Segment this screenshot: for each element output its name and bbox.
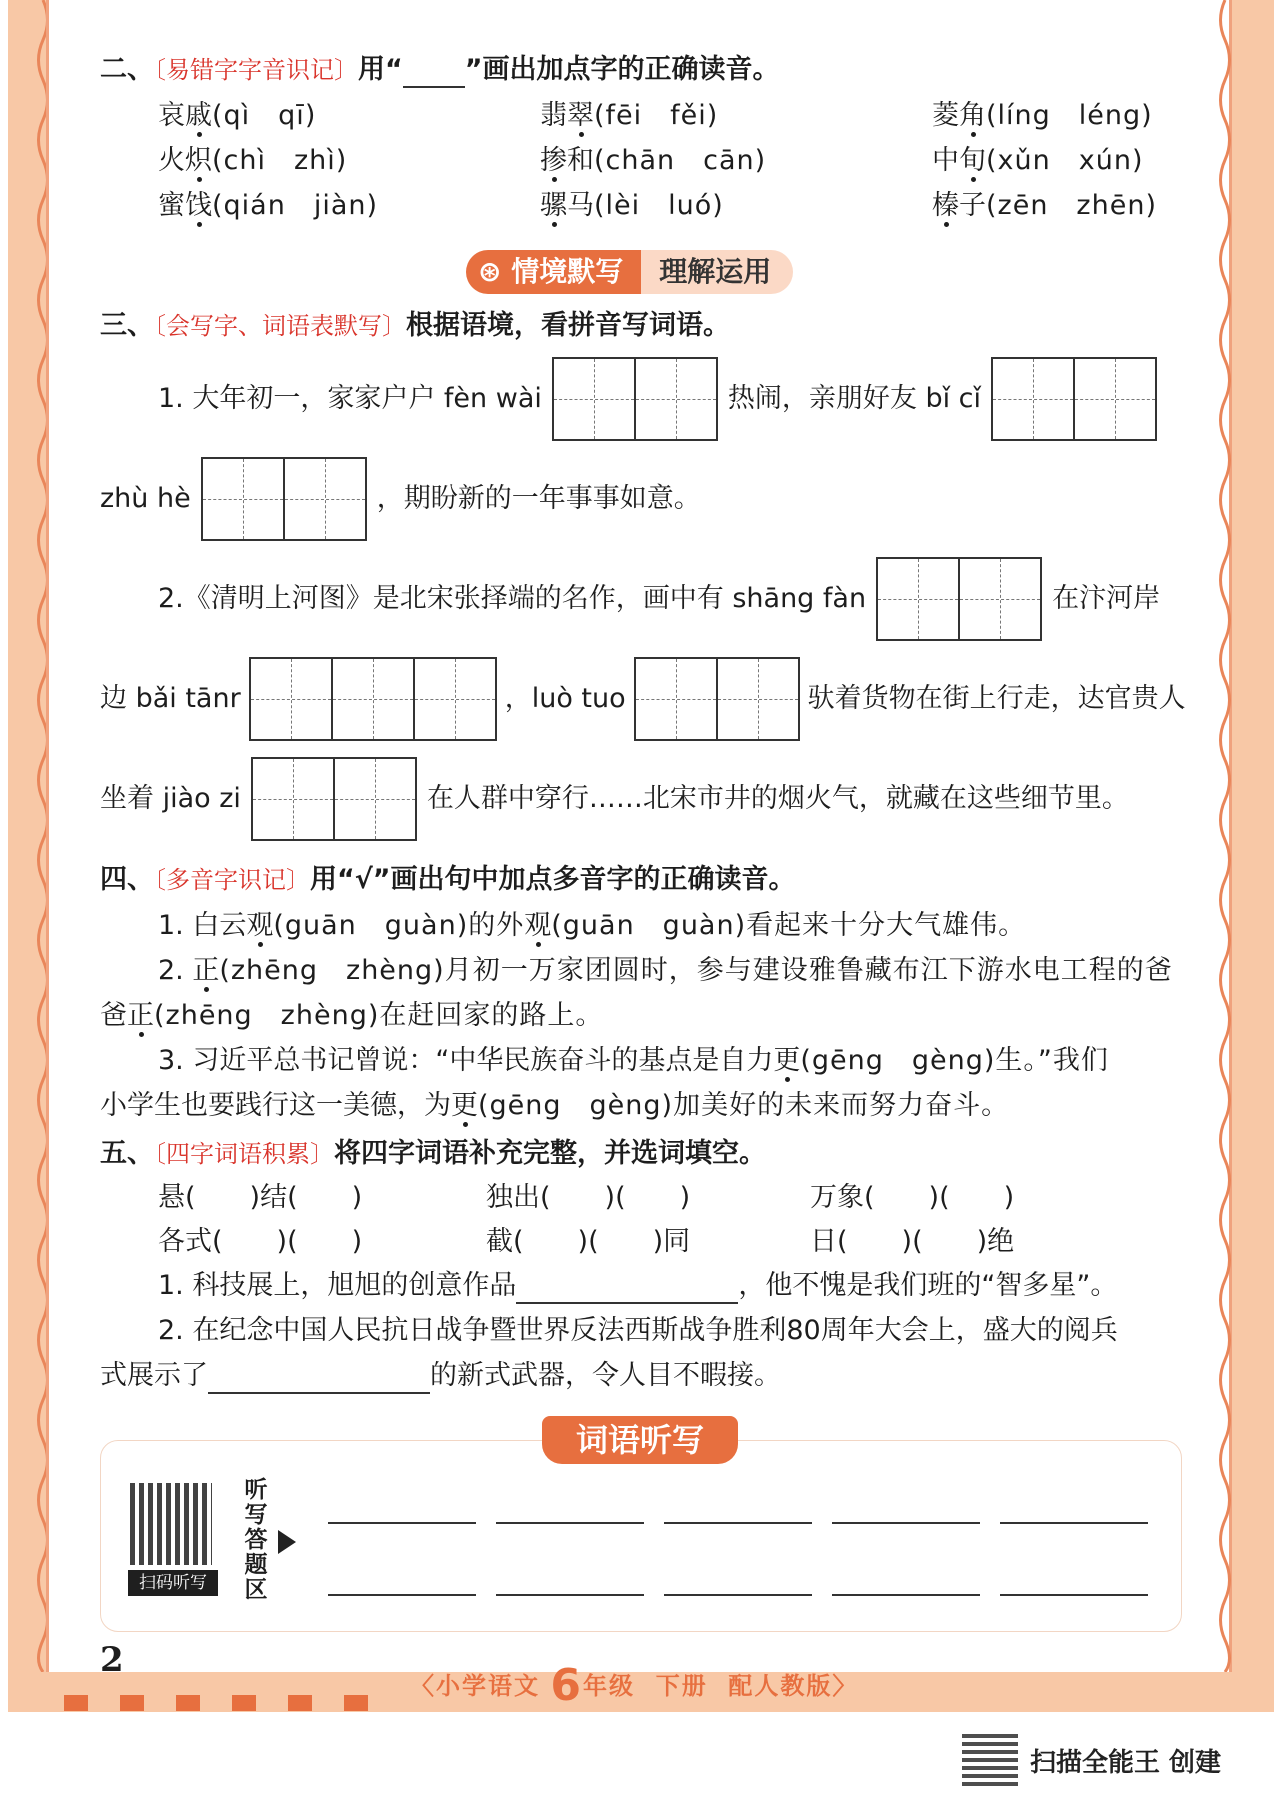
writing-grid[interactable] bbox=[634, 657, 800, 741]
section-number: 二、 bbox=[100, 54, 154, 85]
pinyin-item: 翡翠(fēi fěi) bbox=[540, 100, 719, 131]
s4-sentence: 小学生也要践行这一美德，为更(gēng gèng)加美好的未来而努力奋斗。 bbox=[100, 1090, 1010, 1121]
dictation-line[interactable] bbox=[1000, 1522, 1148, 1524]
writing-grid[interactable] bbox=[249, 657, 497, 741]
dictation-line[interactable] bbox=[832, 1594, 980, 1596]
footer-tick bbox=[176, 1695, 200, 1711]
page-number: 2 bbox=[100, 1640, 124, 1680]
section-tag: 〔易错字字音识记〕 bbox=[154, 56, 358, 84]
dictation-line[interactable] bbox=[328, 1594, 476, 1596]
section3-heading: 三、〔会写字、词语表默写〕根据语境，看拼音写词语。 bbox=[100, 310, 730, 341]
fill-question-2: 2. 在纪念中国人民抗日战争暨世界反法西斯战争胜利80周年大会上，盛大的阅兵 bbox=[158, 1315, 1118, 1346]
dictation-line[interactable] bbox=[328, 1522, 476, 1524]
section4-heading: 四、〔多音字识记〕用“√”画出句中加点多音字的正确读音。 bbox=[100, 864, 796, 895]
pinyin-item: 火炽(chì zhì) bbox=[158, 145, 348, 176]
s3-line1: 1. 大年初一，家家户户 fèn wài 热闹，亲朋好友 bǐ cǐ bbox=[158, 356, 1157, 442]
s3-line2: zhù hè ，期盼新的一年事事如意。 bbox=[100, 456, 701, 542]
idiom-item: 万象( )( ) bbox=[810, 1182, 1015, 1213]
s4-sentence: 3. 习近平总书记曾说：“中华民族奋斗的基点是自力更(gēng gèng)生。”我们 bbox=[158, 1045, 1109, 1076]
section2-heading bbox=[100, 52, 780, 88]
instruction-part: 用“ bbox=[358, 54, 403, 85]
fill-question-2-cont: 式展示了 的新式武器，令人目不暇接。 bbox=[100, 1358, 781, 1394]
scanner-watermark: 扫描全能王 创建 bbox=[1030, 1748, 1222, 1778]
dictation-line[interactable] bbox=[1000, 1594, 1148, 1596]
idiom-item: 截( )( )同 bbox=[486, 1226, 691, 1257]
pinyin-item: 中旬(xǔn xún) bbox=[932, 145, 1144, 176]
right-wavy-border bbox=[1216, 0, 1234, 1672]
s3-line4: 边 bǎi tānr ，luò tuo 驮着货物在街上行走，达官贵人 bbox=[100, 656, 1186, 742]
dictation-line[interactable] bbox=[496, 1594, 644, 1596]
idiom-item: 悬( )结( ) bbox=[158, 1182, 363, 1213]
dictation-title: 词语听写 bbox=[542, 1416, 738, 1464]
dictation-line[interactable] bbox=[496, 1522, 644, 1524]
dictation-line[interactable] bbox=[664, 1522, 812, 1524]
pinyin-item: 蜜饯(qián jiàn) bbox=[158, 190, 379, 221]
medal-icon: ⊛ bbox=[478, 255, 512, 288]
footer-tick bbox=[344, 1695, 368, 1711]
book-brand: 〈小学语文 6年级 下册 配人教版〉 bbox=[410, 1660, 859, 1711]
banner-primary: ⊛ 情境默写 bbox=[466, 250, 641, 294]
footer-tick bbox=[232, 1695, 256, 1711]
scanner-qr-icon bbox=[962, 1730, 1018, 1786]
section-banner bbox=[466, 250, 793, 294]
underline-mark bbox=[403, 58, 465, 88]
idiom-item: 日( )( )绝 bbox=[810, 1226, 1015, 1257]
pinyin-item: 榛子(zēn zhēn) bbox=[932, 190, 1157, 221]
footer-tick bbox=[64, 1695, 88, 1711]
s4-sentence: 1. 白云观(guān guàn)的外观(guān guàn)看起来十分大气雄伟。 bbox=[158, 910, 1027, 941]
banner-secondary: 理解运用 bbox=[641, 250, 793, 294]
writing-grid[interactable] bbox=[251, 757, 417, 841]
instruction-part: ”画出加点字的正确读音。 bbox=[464, 54, 780, 85]
answer-blank[interactable] bbox=[516, 1274, 738, 1304]
s3-line5: 坐着 jiào zi 在人群中穿行……北宋市井的烟火气，就藏在这些细节里。 bbox=[100, 756, 1129, 842]
footer-tick bbox=[288, 1695, 312, 1711]
qr-code-icon[interactable] bbox=[130, 1483, 212, 1565]
footer-tick bbox=[120, 1695, 144, 1711]
writing-grid[interactable] bbox=[201, 457, 367, 541]
pinyin-item: 哀戚(qì qī) bbox=[158, 100, 317, 131]
arrow-right-icon bbox=[278, 1530, 296, 1554]
writing-grid[interactable] bbox=[876, 557, 1042, 641]
qr-label: 扫码听写 bbox=[128, 1570, 218, 1596]
s3-line3: 2.《清明上河图》是北宋张择端的名作，画中有 shāng fàn 在汴河岸 bbox=[158, 556, 1160, 642]
pinyin-item: 骡马(lèi luó) bbox=[540, 190, 724, 221]
idiom-item: 各式( )( ) bbox=[158, 1226, 363, 1257]
s4-sentence: 2. 正(zhēng zhèng)月初一万家团圆时，参与建设雅鲁藏布江下游水电工程的爸 bbox=[158, 955, 1173, 986]
dictation-line[interactable] bbox=[664, 1594, 812, 1596]
section5-heading: 五、〔四字词语积累〕将四字词语补充完整，并选词填空。 bbox=[100, 1138, 766, 1169]
pinyin-item: 菱角(líng léng) bbox=[932, 100, 1153, 131]
dictation-line[interactable] bbox=[832, 1522, 980, 1524]
pinyin-item: 掺和(chān cān) bbox=[540, 145, 767, 176]
answer-blank[interactable] bbox=[208, 1364, 430, 1394]
writing-grid[interactable] bbox=[552, 357, 718, 441]
writing-grid[interactable] bbox=[991, 357, 1157, 441]
fill-question-1: 1. 科技展上，旭旭的创意作品 ，他不愧是我们班的“智多星”。 bbox=[158, 1268, 1117, 1304]
idiom-item: 独出( )( ) bbox=[486, 1182, 691, 1213]
answer-area-label: 听写答题区 bbox=[244, 1477, 268, 1603]
s4-sentence: 爸正(zhēng zhèng)在赶回家的路上。 bbox=[100, 1000, 604, 1031]
